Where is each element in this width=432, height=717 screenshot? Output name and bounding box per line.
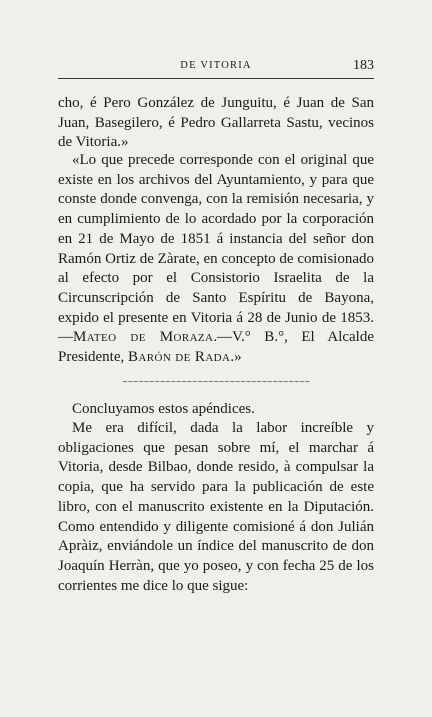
- paragraph-narrative: [58, 419, 374, 596]
- paragraph-certification: [58, 151, 374, 368]
- header-rule: [58, 78, 374, 79]
- running-title: DE VITORIA: [180, 60, 252, 71]
- certification-text: [58, 151, 374, 368]
- certification-body: «Lo que precede corresponde con el original que existe en los archivos del Ayuntamiento, y para que conste donde convenga, con la remisión necesaria, y en cumplimiento de lo acordado por la corporación en 21 de Mayo de 1851 á instancia del señor don Ramón Ortiz de Zàrate, en concepto de comisionado al efecto por el Consistorio Israelita de la Circunscripción de Santo Espíritu de Bayona, expido el presente en Vitoria á 28 de Junio de 1853.—: [58, 152, 374, 346]
- narrative-text: Me era difícil, dada la labor increíble y obligaciones que pesan sobre mí, el marchar á Vitoria, desde Bilbao, donde resido, à compulsar la copia, que ha servido para la publicación de este libro, con el manuscrito existente en la Diputación. Como entendido y diligente comisioné á don Julián Apràiz, enviándole un índice del manuscrito de don Joaquín Herràn, que yo poseo, y con fecha 25 de los corrientes me dice lo que sigue:: [58, 420, 374, 594]
- signature-moraza: Mateo de Moraza: [73, 329, 214, 346]
- signature-middle: .—V.° B.°, El Alcalde Presidente,: [58, 329, 375, 366]
- page-number: 183: [353, 58, 374, 73]
- running-head: [58, 58, 374, 76]
- signature-end: .»: [230, 349, 242, 366]
- paragraph-conclusion: [58, 400, 374, 420]
- paragraph-text: cho, é Pero González de Junguitu, é Juan de San Juan, Basegilero, é Pedro Gallarreta Sastu, vecinos de Vitoria.»: [58, 95, 374, 151]
- conclusion-text: Concluyamos estos apéndices.: [72, 401, 255, 417]
- paragraph-continuation: [58, 94, 374, 153]
- signature-rada: Barón de Rada: [127, 349, 231, 366]
- section-divider-ornament: ~~~~~~~~~~~~~~~~~~~~~~~~~~~~~~~~~~~: [122, 378, 310, 386]
